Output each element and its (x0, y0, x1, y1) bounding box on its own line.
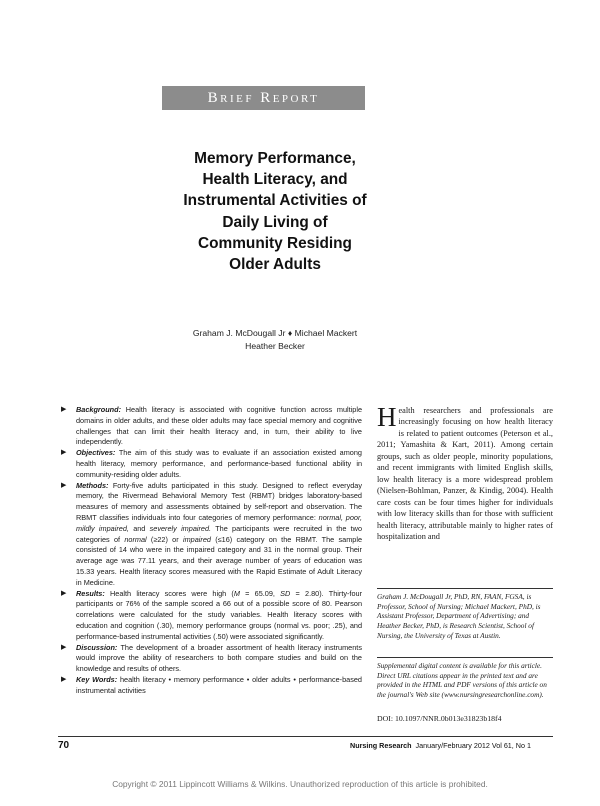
results-sd: SD (280, 588, 291, 598)
author1-name: Graham J. McDougall Jr, PhD, RN, FAAN, FGSA, (377, 592, 525, 601)
divider (377, 588, 553, 589)
author-list (160, 327, 390, 353)
bullet-arrow-icon: ▶ (61, 643, 67, 651)
author-bio (377, 592, 553, 641)
methods-categories: normal, poor, mildly impaired, (76, 512, 362, 533)
abstract (58, 405, 362, 697)
author2-role: is Assistant Professor, Department of Advertising; and (377, 601, 541, 621)
doi[interactable]: DOI: 10.1097/NNR.0b013e31823b18f4 (377, 714, 502, 723)
abstract-keywords (58, 675, 362, 697)
methods-normal: normal (124, 534, 147, 544)
author3-role: is Research Scientist, School of Nursing, the University of Texas at Austin. (377, 621, 534, 640)
methods-and: and (133, 523, 146, 533)
section-label: Brief Report (162, 86, 365, 110)
bullet-arrow-icon: ▶ (61, 589, 67, 597)
bullet-arrow-icon: ▶ (61, 449, 67, 457)
abstract-methods (58, 481, 362, 589)
journal-name: Nursing Research (350, 741, 412, 750)
supplemental-note: Supplemental digital content is available for this article. Direct URL citations appear in the printed text and are provided in the HTML and PDF versions of this article on the journal's Web site (www.nursingresearchonline.com). (377, 661, 547, 700)
intro-text: ealth researchers and professionals are increasingly focusing on how health literacy is related to patient outcomes (Peterson et al., 2011; Yamashita & Kart, 2011). Among certain groups, such as older people, minority populations, and recent immigrants with limited English skills, low health literacy is a more widespread problem (Nielsen-Bohlman, Panzer, & Kindig, 2004). Health care costs can be four times higher for individuals with low literacy skills than for those with sufficient health literacy, attributable mainly to higher rates of hospitalization and (377, 406, 553, 541)
methods-label: Methods: (76, 480, 109, 490)
abstract-discussion (58, 643, 362, 675)
authors-line-1: Graham J. McDougall Jr ♦ Michael Mackert (192, 328, 358, 338)
results-text-a: Health literacy scores were high ( (110, 588, 234, 598)
article-title: Memory Performance, Health Literacy, and Instrumental Activities of Daily Living of Community Residing Older Adults (183, 150, 367, 274)
methods-text-a: Forty-five adults participated in this study. Designed to reflect everyday memory, the Rivermead Behavioral Memory Test (RBMT) bridges laboratory-based measures of memory and assessments obtained by self-report and observation. The RBMT classifies individuals into four categories of memory performance: (76, 480, 363, 522)
author1-role: is Professor, School of Nursing; (377, 592, 532, 611)
results-m-value: = 65.09, (245, 588, 275, 598)
discussion-text: The development of a broader assortment of health literacy instruments would improve the ability of researchers to both compare studies and build on the knowledge and results of others. (76, 642, 362, 674)
author3-name: Heather Becker, PhD, (377, 621, 442, 631)
discussion-label: Discussion: (76, 642, 118, 652)
journal-info (350, 741, 531, 750)
abstract-background (58, 405, 362, 448)
footer-divider (58, 736, 553, 737)
journal-issue: January/February 2012 Vol 61, No 1 (415, 741, 531, 750)
divider (377, 657, 553, 658)
methods-normal-value: (≥22) or (150, 534, 179, 544)
results-m: M (233, 588, 240, 598)
body-intro (377, 402, 553, 542)
drop-cap: H (377, 402, 397, 432)
background-text: Health literacy is associated with cognitive function across multiple domains in older adults, and these older adults may face special memory and cognitive challenges that can limit their health literacy and, in turn, their ability to live independently. (76, 405, 363, 447)
abstract-objectives (58, 448, 362, 480)
methods-category-severe: severely impaired. (149, 523, 212, 533)
methods-text-c: (≤16) category on the RBMT. The sample consisted of 14 who were in the impaired category and 31 in the normal group. Their average age was 77.11 years, and their average number of years of education was 15.33 years. Health literacy scores measured with the Rapid Estimate of Adult Literacy in Medicine. (76, 534, 363, 587)
keywords-label: Key Words: (76, 674, 118, 684)
keywords-text: health literacy • memory performance • older adults • performance-based instrumental activities (76, 674, 362, 695)
bullet-arrow-icon: ▶ (61, 481, 67, 489)
page-number: 70 (58, 740, 70, 751)
background-label: Background: (76, 405, 121, 414)
objectives-text: The aim of this study was to evaluate if an association existed among health literacy, memory performance, and performance-based functional ability in community-residing older adults. (76, 448, 362, 479)
objectives-label: Objectives: (76, 448, 116, 458)
copyright-notice: Copyright © 2011 Lippincott Williams & Wilkins. Unauthorized reproduction of this article is prohibited. (112, 779, 488, 789)
authors-line-2: Heather Becker (245, 341, 305, 351)
author2-name: Michael Mackert, PhD, (464, 601, 534, 611)
bullet-arrow-icon: ▶ (61, 675, 67, 683)
methods-text-b: The participants were recruited in the two categories of (76, 523, 363, 544)
bullet-arrow-icon: ▶ (61, 406, 67, 413)
results-label: Results: (76, 588, 105, 598)
results-text-b: = 2.80). Thirty-four participants or 76% of the sample scored a 66 out of a possible score of 80. Pearson correlations were calculated for the study variables. Health literacy scores with education and cognition (.30), memory performance groups (normal vs. poor; .25), and performance-based instrumental activities (.50) were associated significantly. (76, 588, 363, 641)
abstract-results (58, 589, 362, 643)
methods-impaired: impaired (182, 534, 211, 544)
